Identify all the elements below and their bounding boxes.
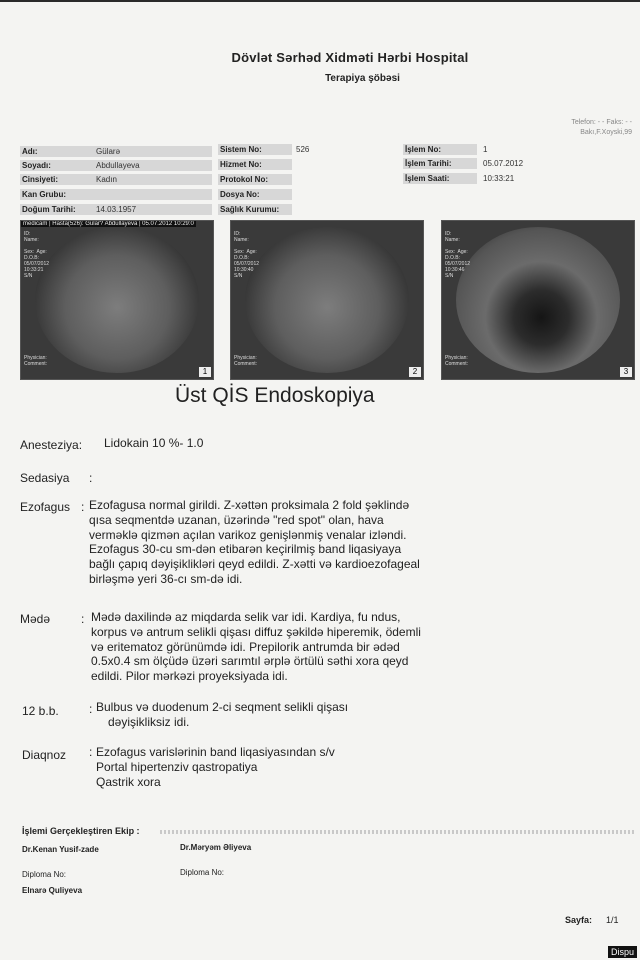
endoscopic-view: [245, 227, 409, 373]
ezofagus-line: qısa seqmentdə uzanan, üzərində "red spot" olan, hava: [89, 512, 384, 527]
image-footer: Physician: Comment:: [24, 355, 48, 367]
diaqnoz-colon: :: [89, 745, 93, 759]
label-saglik: Sağlık Kurumu:: [218, 204, 292, 215]
endoscopy-image-1: [20, 220, 214, 380]
anesteziya-label: Anesteziya:: [20, 438, 83, 452]
value-cins: Kadın: [96, 175, 117, 184]
label-sistem: Sistem No:: [218, 144, 292, 155]
page-number: 1/1: [606, 915, 619, 925]
value-ad: Gülarə: [96, 147, 121, 156]
mede-label: Mədə: [20, 612, 51, 626]
bb-label: 12 b.b.: [22, 704, 59, 718]
report-title: Üst QİS Endoskopiya: [175, 384, 375, 407]
ekip-label: İşlemi Gerçekleştiren Ekip :: [22, 826, 140, 836]
image-number: 2: [409, 367, 421, 377]
sedasiya-label: Sedasiya: [20, 471, 70, 485]
bb-colon: :: [89, 702, 93, 716]
ezofagus-line: verməklə qizmən açılan varikoz genişlənmiş venalar izləndi.: [89, 527, 407, 542]
value-sistem: 526: [296, 145, 310, 154]
label-hizmet: Hizmet No:: [218, 159, 292, 170]
watermark-badge: Dispu: [608, 946, 637, 958]
diaqnoz-label: Diaqnoz: [22, 748, 67, 762]
hospital-name: Dövlət Sərhəd Xidməti Hərbi Hospital: [231, 50, 469, 65]
bb-line: Bulbus və duodenum 2-ci seqment selikli qişası: [96, 700, 349, 714]
ezofagus-line: birləşmə yeri 36-cı sm-də idi.: [89, 571, 243, 586]
anesteziya-value: Lidokain 10 %- 1.0: [104, 436, 204, 450]
mede-line: edildi. Pilor mərkəzi proyeksiyada idi.: [91, 669, 288, 684]
image-header: medicam | Hasta(526): Gular? Abdullayeva | 05.07.2012 10:29:0: [23, 221, 194, 227]
bb-line: dəyişikliksiz idi.: [108, 714, 190, 729]
endoscopic-view: [456, 227, 620, 373]
label-islem-no: İşlem No:: [403, 144, 477, 155]
ezofagus-line: bağlı çapıq dəyişiklikləri qeyd edildi. Z-xətti və kardioezofageal: [89, 557, 420, 572]
image-meta: ID: Name: Sex: Age: D.O.B: 05/07/2012 10:30:40 S/N: [234, 231, 260, 279]
image-meta: ID: Name: Sex: Age: D.O.B: 05/07/2012 10:33:21 S/N: [24, 231, 50, 279]
diploma-2: Diploma No:: [180, 868, 225, 877]
department-name: Terapiya şöbəsi: [325, 73, 400, 84]
endoscopy-image-3: [441, 220, 635, 380]
mede-text: [91, 610, 421, 684]
mede-line: və eritematoz görünümdə idi. Prepilorik antrumda bir ədəd: [91, 639, 400, 654]
label-kan: Kan Grubu:: [20, 189, 212, 200]
value-islem-no: 1: [483, 145, 488, 154]
diaqnoz-line: Qastrik xora: [96, 774, 161, 789]
mede-line: korpus və antrum selikli qişası diffuz şəkildə hiperemik, ödemli: [91, 624, 421, 639]
image-meta: ID: Name: Sex: Age: D.O.B: 05/07/2012 10:30:46 S/N: [445, 231, 471, 279]
image-footer: Physician: Comment:: [234, 355, 258, 367]
doctor-2: Dr.Məryəm Əliyeva: [180, 843, 252, 852]
label-dosya: Dosya No:: [218, 189, 292, 200]
mede-line: 0.5x0.4 sm ölçüdə üzəri sarımtıl ərplə örtülü səthi xora qeyd: [91, 654, 409, 669]
ezofagus-label: Ezofagus: [20, 500, 71, 514]
diploma-1: Diploma No:: [22, 870, 67, 879]
label-soyad: Soyadı:: [20, 160, 212, 171]
label-protokol: Protokol No:: [218, 174, 292, 185]
label-ad: Adı:: [20, 146, 212, 157]
endoscopy-image-2: [230, 220, 424, 380]
ezofagus-colon: :: [81, 500, 85, 514]
image-number: 1: [199, 367, 211, 377]
doctor-1: Dr.Kenan Yusif-zade: [22, 845, 99, 854]
page-label: Sayfa:: [565, 915, 593, 925]
endoscopic-view: [35, 227, 199, 373]
value-islem-tarih: 05.07.2012: [483, 159, 524, 168]
dotted-rule: [160, 830, 636, 834]
nurse-name: Elnarə Quliyeva: [22, 886, 83, 895]
value-dogum: 14.03.1957: [96, 205, 137, 214]
image-number: 3: [620, 367, 632, 377]
contact-block: [472, 118, 632, 138]
label-islem-tarih: İşlem Tarihi:: [403, 158, 477, 169]
contact-address: Bakı,F.Xoyski,99: [580, 129, 632, 136]
label-dogum: Doğum Tarihi:: [20, 204, 212, 215]
ezofagus-text: [89, 498, 420, 587]
diaqnoz-line: Portal hipertenziv qastropatiya: [96, 759, 258, 774]
mede-colon: :: [81, 612, 85, 626]
label-islem-saat: İşlem Saati:: [403, 173, 477, 184]
contact-phone-fax: Telefon: - - Faks: - -: [571, 119, 632, 126]
image-footer: Physician: Comment:: [445, 355, 469, 367]
sedasiya-colon: :: [89, 471, 93, 485]
top-rule: [0, 0, 640, 2]
bb-text: [96, 700, 348, 730]
ezofagus-line: Ezofagus 30-cu sm-dən etibarən keçirilmiş band liqasiyaya: [89, 542, 402, 557]
label-cins: Cinsiyeti:: [20, 174, 212, 185]
diaqnoz-text: [96, 745, 335, 789]
value-islem-saat: 10:33:21: [483, 174, 515, 183]
ezofagus-line: Ezofagusa normal girildi. Z-xəttən proksimala 2 fold şəklində: [89, 498, 410, 512]
value-soyad: Abdullayeva: [96, 161, 140, 170]
mede-line: Mədə daxilində az miqdarda selik var idi. Kardiya, fu ndus,: [91, 610, 401, 624]
diaqnoz-line: Ezofagus varislərinin band liqasiyasından s/v: [96, 745, 335, 759]
